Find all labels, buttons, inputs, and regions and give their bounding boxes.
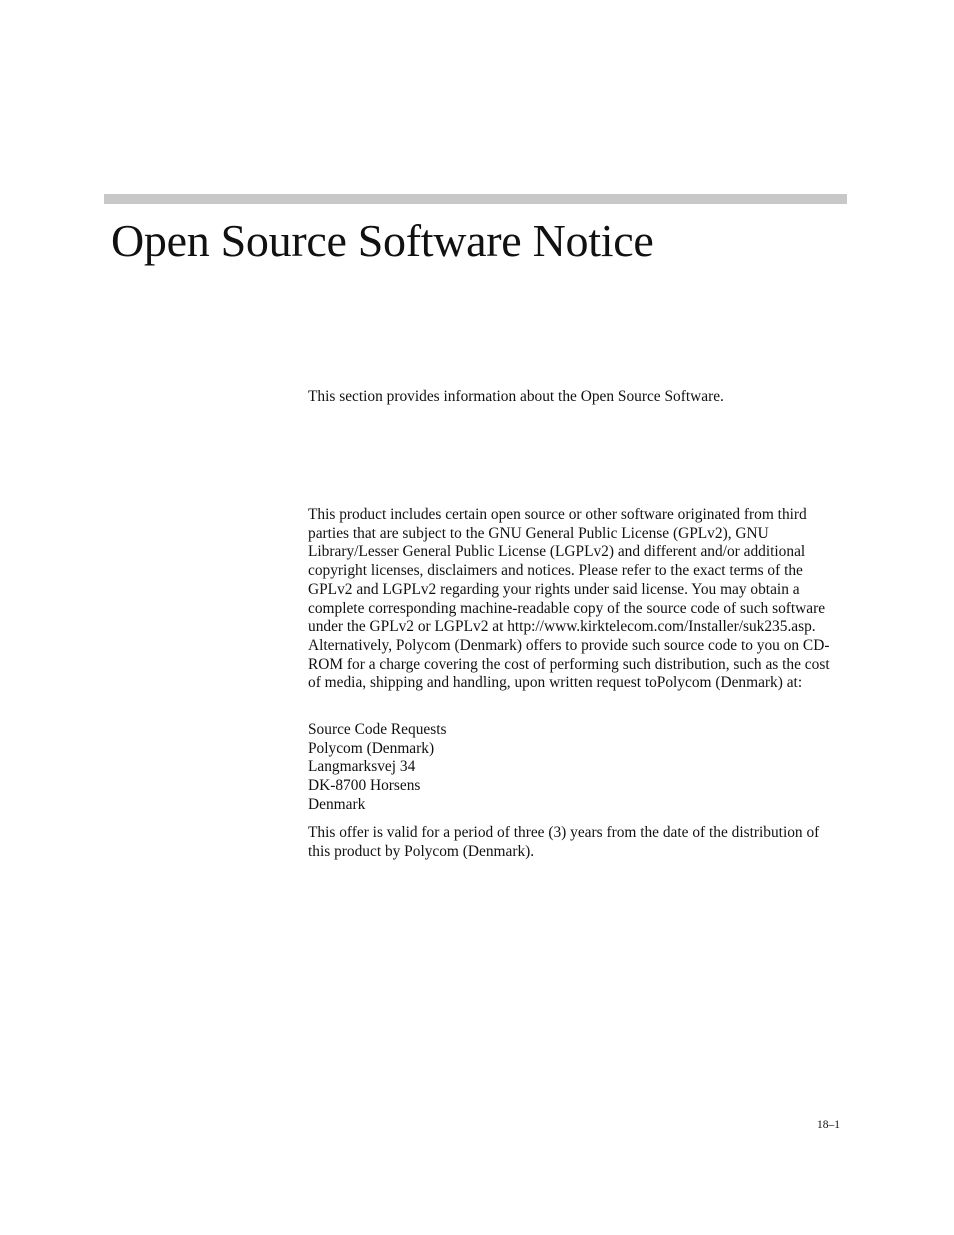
address-line: Langmarksvej 34 [308, 758, 416, 776]
page-number: 18–1 [817, 1119, 840, 1131]
page-title: Open Source Software Notice [111, 215, 654, 266]
license-paragraph: This product includes certain open source or other software originated from third parties that are subject to the GNU General Public License (GPLv2), GNU Library/Lesser General Public License (LGPLv2) and different and/or additional copyright licenses, disclaimers and notices. Please refer to the exact terms of the GPLv2 and LGPLv2 regarding your rights under said license. You may obtain a complete corresponding machine-readable copy of the source code of such software under the GPLv2 or LGPLv2 at http://www.kirktelecom.com/Installer/suk235.asp. Alternatively, Polycom (Denmark) offers to provide such source code to you on CD-ROM for a charge covering the cost of performing such distribution, such as the cost of media, shipping and handling, upon written request toPolycom (Denmark) at: [308, 506, 830, 692]
offer-paragraph: This offer is valid for a period of three (3) years from the date of the distribution of this product by Polycom (Denmark). [308, 824, 820, 860]
address-line: Denmark [308, 795, 366, 813]
address-block [308, 721, 842, 815]
address-line: DK-8700 Horsens [308, 777, 421, 795]
intro-paragraph: This section provides information about the Open Source Software. [308, 388, 724, 405]
title-rule [104, 194, 847, 204]
address-line: Source Code Requests [308, 721, 447, 738]
address-line: Polycom (Denmark) [308, 739, 435, 757]
